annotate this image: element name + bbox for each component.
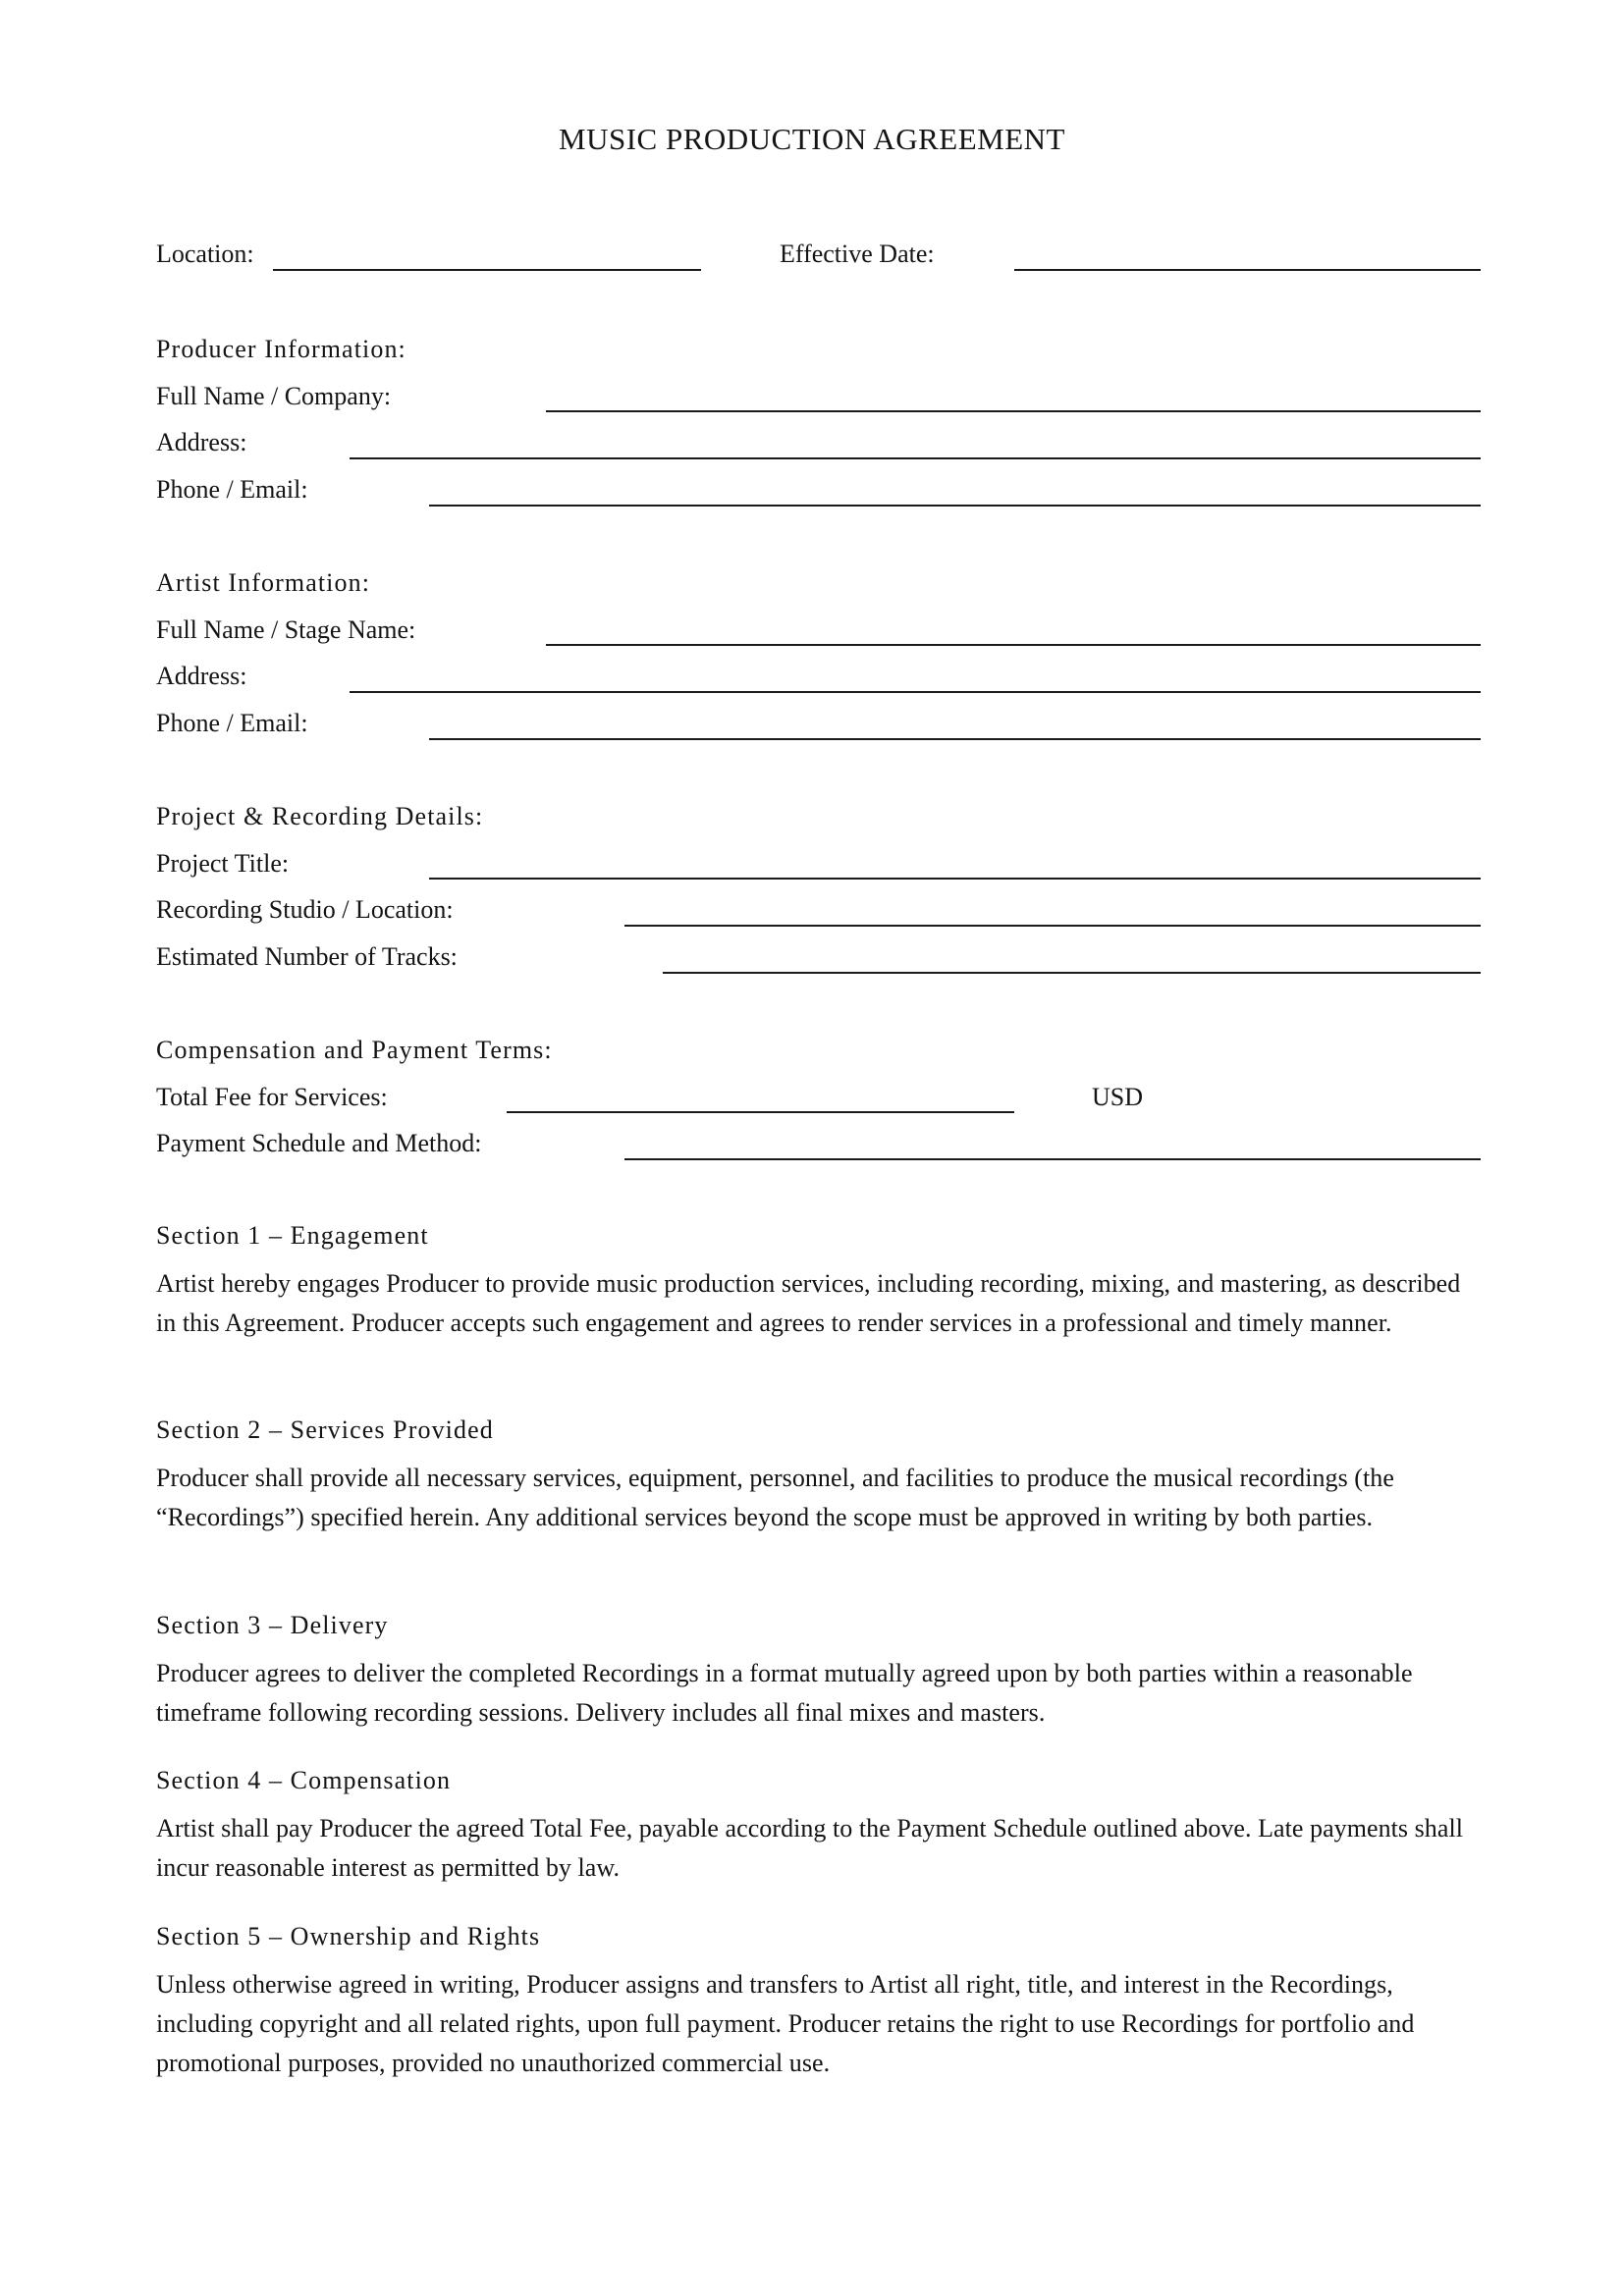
currency-label: USD xyxy=(1092,1083,1144,1111)
artist-address-field[interactable] xyxy=(350,691,1481,693)
artist-phone-email-label: Phone / Email: xyxy=(156,709,308,737)
producer-address-field[interactable] xyxy=(350,457,1481,459)
section-5-heading: Section 5 – Ownership and Rights xyxy=(156,1922,541,1950)
tracks-field[interactable] xyxy=(663,972,1481,974)
producer-phone-email-label: Phone / Email: xyxy=(156,475,308,504)
project-title-label: Project Title: xyxy=(156,849,290,878)
section-3-text: Producer agrees to deliver the completed Recordings in a format mutually agreed upon by both parties within a reasonable timeframe following recording sessions. Delivery includes all final mixes and masters. xyxy=(156,1659,1413,1727)
artist-phone-email-field[interactable] xyxy=(429,738,1481,740)
section-3-heading: Section 3 – Delivery xyxy=(156,1611,389,1639)
total-fee-label: Total Fee for Services: xyxy=(156,1083,388,1111)
producer-heading: Producer Information: xyxy=(156,335,406,363)
artist-name-field[interactable] xyxy=(546,644,1481,646)
section-2-heading: Section 2 – Services Provided xyxy=(156,1415,494,1444)
producer-phone-email-field[interactable] xyxy=(429,505,1481,507)
artist-heading: Artist Information: xyxy=(156,568,371,597)
artist-address-label: Address: xyxy=(156,662,247,690)
effective-date-label: Effective Date: xyxy=(780,240,935,268)
compensation-heading: Compensation and Payment Terms: xyxy=(156,1036,553,1064)
total-fee-field[interactable] xyxy=(507,1111,1014,1113)
producer-address-label: Address: xyxy=(156,428,247,456)
payment-schedule-label: Payment Schedule and Method: xyxy=(156,1129,482,1157)
studio-location-field[interactable] xyxy=(624,925,1481,927)
location-field[interactable] xyxy=(273,269,701,271)
section-4-text: Artist shall pay Producer the agreed Total Fee, payable according to the Payment Schedule outlined above. Late payments shall incur reasonable interest as permitted by law. xyxy=(156,1814,1463,1882)
artist-name-label: Full Name / Stage Name: xyxy=(156,615,416,644)
section-5-text: Unless otherwise agreed in writing, Producer assigns and transfers to Artist all right, title, and interest in the Recordings, including copyright and all related rights, upon full payment. Producer retains the right to use Recordings for portfolio and promotional purposes, provided no unauthorized commercial use. xyxy=(156,1970,1415,2077)
location-label: Location: xyxy=(156,240,254,268)
document-title: MUSIC PRODUCTION AGREEMENT xyxy=(559,122,1065,156)
producer-name-field[interactable] xyxy=(546,410,1481,412)
payment-schedule-field[interactable] xyxy=(624,1158,1481,1160)
effective-date-field[interactable] xyxy=(1014,269,1481,271)
tracks-label: Estimated Number of Tracks: xyxy=(156,942,458,971)
producer-name-label: Full Name / Company: xyxy=(156,382,392,410)
project-heading: Project & Recording Details: xyxy=(156,802,484,830)
project-title-field[interactable] xyxy=(429,878,1481,880)
section-1-heading: Section 1 – Engagement xyxy=(156,1221,429,1250)
section-4-heading: Section 4 – Compensation xyxy=(156,1766,452,1794)
section-2-text: Producer shall provide all necessary services, equipment, personnel, and facilities to produce the musical recordings (the “Recordings”) specified herein. Any additional services beyond the scope must be approved in writing by both parties. xyxy=(156,1464,1394,1531)
studio-location-label: Recording Studio / Location: xyxy=(156,895,454,924)
section-1-text: Artist hereby engages Producer to provide music production services, including recording, mixing, and mastering, as described in this Agreement. Producer accepts such engagement and agrees to render services in a professional and timely manner. xyxy=(156,1269,1461,1337)
